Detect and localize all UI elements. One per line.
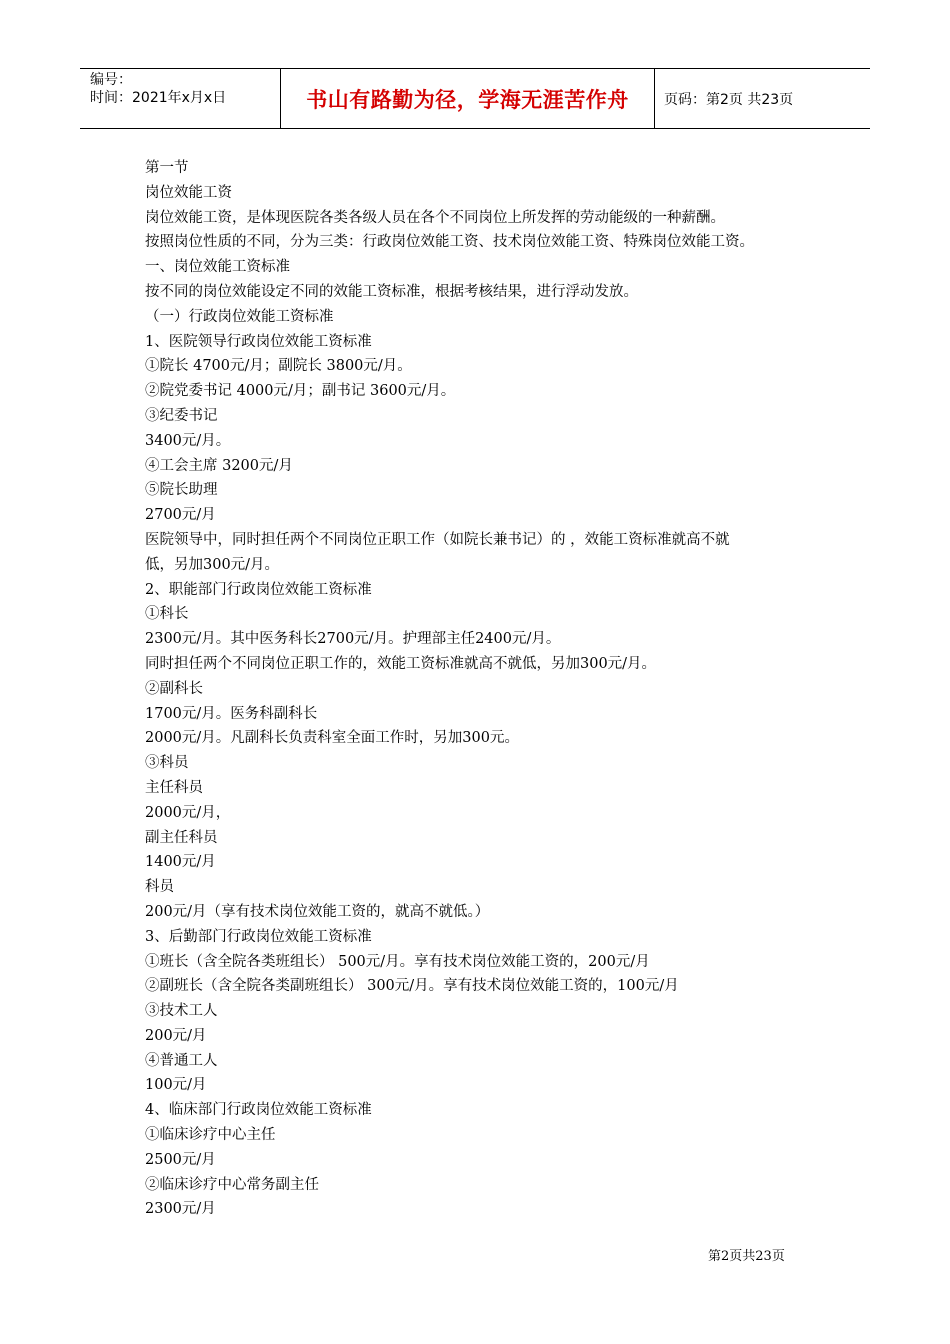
paragraph-line: 按不同的岗位效能设定不同的效能工资标准，根据考核结果，进行浮动发放。 bbox=[145, 283, 638, 300]
paragraph-line: 2000元/月， bbox=[145, 804, 231, 821]
header-meta bbox=[90, 71, 280, 107]
paragraph-line: ③技术工人 bbox=[145, 1003, 218, 1020]
paragraph-line: 3400元/月。 bbox=[145, 432, 231, 449]
paragraph-line: 2000元/月。凡副科长负责科室全面工作时，另加300元。 bbox=[145, 730, 519, 747]
paragraph-line: 副主任科员 bbox=[145, 829, 218, 846]
paragraph-line: ①院长 4700元/月；副院长 3800元/月。 bbox=[145, 358, 412, 375]
paragraph-line: 200元/月（享有技术岗位效能工资的，就高不就低。） bbox=[145, 903, 490, 920]
paragraph-line: ⑤院长助理 bbox=[145, 482, 218, 499]
paragraph-line: ④普通工人 bbox=[145, 1052, 218, 1069]
paragraph-line: ②副科长 bbox=[145, 680, 203, 697]
paragraph-line: 岗位效能工资，是体现医院各类各级人员在各个不同岗位上所发挥的劳动能级的一种薪酬。 bbox=[145, 209, 725, 226]
paragraph-line: 同时担任两个不同岗位正职工作的，效能工资标准就高不就低，另加300元/月。 bbox=[145, 655, 657, 672]
paragraph-line: 1700元/月。医务科副科长 bbox=[145, 705, 318, 722]
paragraph-line: 岗位效能工资 bbox=[145, 184, 232, 201]
header-motto: 书山有路勤为径，学海无涯苦作舟 bbox=[306, 87, 629, 112]
header-divider bbox=[654, 69, 655, 128]
document-time-label: 时间：2021年x月x日 bbox=[90, 90, 227, 106]
header-page-info: 页码：第2页 共23页 bbox=[664, 91, 794, 108]
paragraph-line: ③科员 bbox=[145, 755, 189, 772]
paragraph-line: 200元/月 bbox=[145, 1027, 207, 1044]
paragraph-line: ④工会主席 3200元/月 bbox=[145, 457, 293, 474]
paragraph-line: 2、职能部门行政岗位效能工资标准 bbox=[145, 581, 372, 598]
paragraph-line: ①班长（含全院各类班组长） 500元/月。享有技术岗位效能工资的，200元/月 bbox=[145, 953, 650, 970]
paragraph-line: ②临床诊疗中心常务副主任 bbox=[145, 1176, 319, 1193]
paragraph-line: 2700元/月 bbox=[145, 507, 216, 524]
paragraph-line: 按照岗位性质的不同，分为三类：行政岗位效能工资、技术岗位效能工资、特殊岗位效能工资。 bbox=[145, 234, 754, 251]
paragraph-line: 主任科员 bbox=[145, 779, 203, 796]
paragraph-line: ①临床诊疗中心主任 bbox=[145, 1127, 276, 1144]
paragraph-line: 第一节 bbox=[145, 160, 189, 176]
paragraph-line: ②副班长（含全院各类副班组长） 300元/月。享有技术岗位效能工资的，100元/月 bbox=[145, 978, 679, 995]
document-number-label: 编号： bbox=[90, 72, 132, 88]
paragraph-line: ②院党委书记 4000元/月；副书记 3600元/月。 bbox=[145, 383, 456, 400]
paragraph-line: 3、后勤部门行政岗位效能工资标准 bbox=[145, 928, 372, 945]
paragraph-line: 一、岗位效能工资标准 bbox=[145, 259, 290, 276]
paragraph-line: 100元/月 bbox=[145, 1077, 207, 1094]
paragraph-line: 2300元/月。其中医务科长2700元/月。护理部主任2400元/月。 bbox=[145, 631, 561, 648]
paragraph-line: 1、医院领导行政岗位效能工资标准 bbox=[145, 333, 372, 350]
document-body bbox=[145, 156, 845, 1222]
paragraph-line: 医院领导中，同时担任两个不同岗位正职工作（如院长兼书记）的 ，效能工资标准就高不就 bbox=[145, 531, 730, 548]
paragraph-line: 2300元/月 bbox=[145, 1201, 216, 1218]
paragraph-line: ③纪委书记 bbox=[145, 407, 218, 424]
paragraph-line: 1400元/月 bbox=[145, 854, 216, 871]
paragraph-line: （一）行政岗位效能工资标准 bbox=[145, 308, 334, 325]
paragraph-line: ①科长 bbox=[145, 606, 189, 623]
paragraph-line: 低，另加300元/月。 bbox=[145, 556, 280, 573]
paragraph-line: 科员 bbox=[145, 879, 174, 896]
page-footer: 第2页共23页 bbox=[708, 1249, 785, 1264]
paragraph-line: 2500元/月 bbox=[145, 1151, 216, 1168]
paragraph-line: 4、临床部门行政岗位效能工资标准 bbox=[145, 1102, 372, 1119]
page-header bbox=[80, 68, 870, 129]
